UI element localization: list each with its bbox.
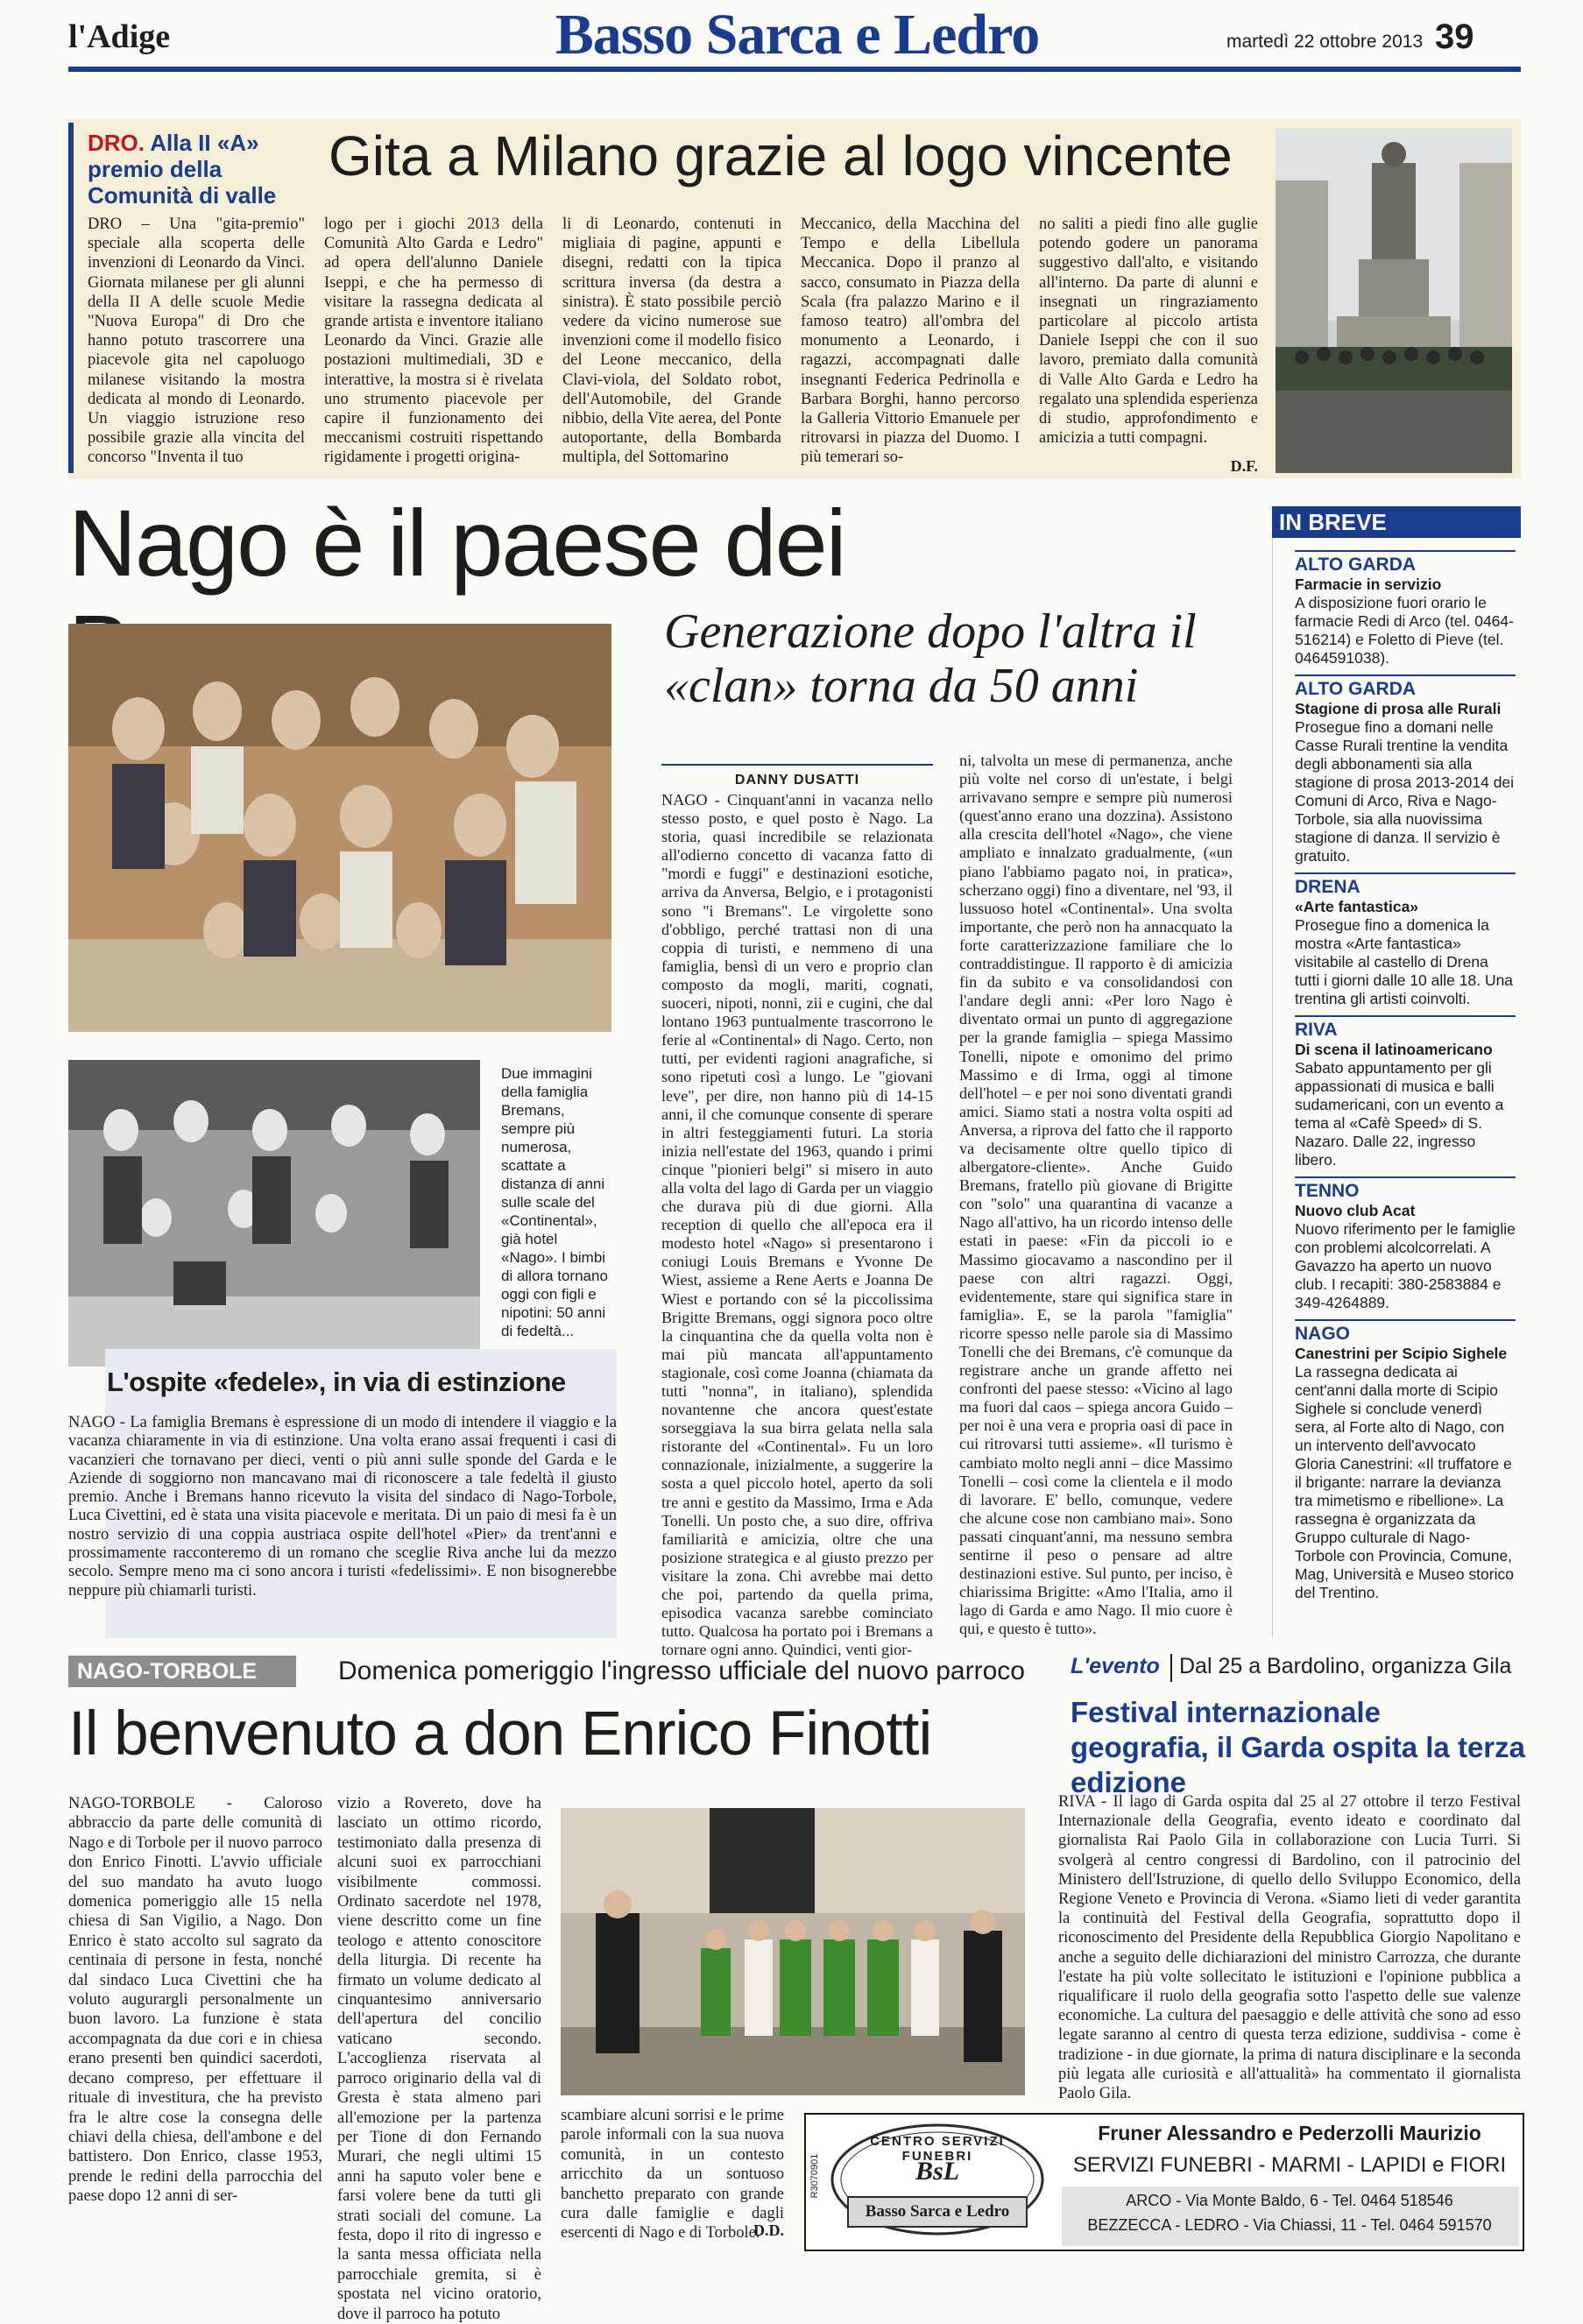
ad-code: R3070901 xyxy=(809,2153,820,2199)
ad-seal xyxy=(827,2120,1048,2239)
brief-text: Nuovo riferimento per le famiglie con problemi alcolcorrelati. A Gavazzo ha aperto un nuovo club. I recapiti: 380-2583884 e 349-4264889. xyxy=(1295,1220,1516,1311)
brief-title: Stagione di prosa alle Rurali xyxy=(1295,700,1502,717)
top-story-kicker xyxy=(88,130,307,208)
photo-caption: Due immagini della famiglia Bremans, sempre più numerosa, scattate a distanza di anni sulle scale del «Continental», già hotel «Nago». I bimbi di allora tornano oggi con figli e nipotini: 50 anni di fedeltà... xyxy=(501,1065,608,1339)
side-box-text: NAGO - La famiglia Bremans è espressione di un modo di intendere il viaggio e la vacanza chiaramente in via di estinzione. Una volta erano assai frequenti i casi di vacanzieri che tornavano per dieci, venti o più anni sulle sponde del Garda e le Aziende di soggiorno non mancavano mai di riconoscere a tale fedeltà il giusto premio. Anche i Bremans hanno ricevuto la visita del sindaco di Nago-Torbole, Luca Civettini, ed è stata una visita piacevole e meritata. Di un paio di mesi fa è un nostro servizio di una coppia austriaca ospite dell'hotel «Pier» da trent'anni e prossimamente racconteremo di un romano che sceglie Riva anche lui da mezzo secolo. Sempre meno ma ci sono ancora i turisti «fedelissimi». E non bisognerebbe neppure più chiamarli turisti. xyxy=(68,1414,617,1600)
ad-name: Fruner Alessandro e Pederzolli Maurizio xyxy=(1098,2122,1481,2144)
brief-text: Prosegue fino a domani nelle Casse Rurali trentine la vendita degli abbonamenti sia alla stagione di prosa 2013-2014 dei Comuni di Arco, Riva e Nago-Torbole, sia alla nuovissima stagione di danza. Il servizio è gratuito. xyxy=(1295,718,1515,865)
brief-item xyxy=(1295,1176,1516,1312)
brief-place: ALTO GARDA xyxy=(1295,550,1516,576)
brief-place: NAGO xyxy=(1295,1319,1516,1345)
top-story-signature: D.F. xyxy=(1230,457,1258,475)
family-bw-photo xyxy=(68,1060,480,1367)
top-story-accent xyxy=(68,123,74,473)
seal-bottom-text: Basso Sarca e Ledro xyxy=(865,2202,1010,2221)
top-col-2: logo per i giochi 2013 della Comunità Alto Garda e Ledro" ad opera dell'alunno Daniele Iseppi, e che ha permesso di visitare la rassegna dedicata al grande artista e inventore italiano Leonardo da Vinci. Grazie alle postazioni multimediali, 3D e interattive, la mostra si è rivelata uno strumento piacevole per capire il funzionamento dei meccanismi costruiti rispettando rigidamente i progetti origina- xyxy=(324,215,543,467)
kicker-place: DRO. xyxy=(88,130,145,156)
page-number: 39 xyxy=(1435,18,1474,56)
event-text: RIVA - Il lago di Garda ospita dal 25 al 27 ottobre il terzo Festival Internazionale della Geografia, evento ideato e coordinato dal giornalista Rai Paolo Gila in collaborazione con Lucia Turri. Si svolgerà al centro congressi di Bardolino, con il patrocinio del Ministero dell'Istruzione, di quello dello Sviluppo Economico, della Regione Veneto e Provincia di Verona. «Siamo lieti di veder garantita la continuità del Festival della Geografia, soprattutto dopo il riconoscimento del Presidente della Repubblica Giorgio Napolitano e anche a seguito delle dichiarazioni del ministro Carrozza, che durante l'estate ha più volte sollecitato le istituzioni e l'opinione pubblica a riqualificare il ruolo della geografia sotto l'aspetto delle sue valenze economiche. La cultura del paesaggio e delle attività che sono ad esso legate saranno al centro di questa terza edizione, suddivisa - come è tradizione - in due giornate, la prima di natura disciplinare e la seconda più legata alle curiosità e all'attualità» ha commentato il giornalista Paolo Gila. xyxy=(1058,1793,1521,2103)
brief-place: DRENA xyxy=(1295,872,1516,898)
brief-item xyxy=(1295,872,1516,1008)
top-col-3: li di Leonardo, contenuti in migliaia di pagine, appunti e disegni, redatti con la tipica scrittura inversa (da destra a sinistra). È stato possibile perciò vedere da vicino numerose sue invenzioni come il modello fisico del Leone meccanico, della Clavi-viola, del Soldato robot, dell'Automobile, del Grande nibbio, della Vite aerea, del Ponte autoportante, della Bombarda multipla, del Sottomarino xyxy=(562,215,781,467)
brief-title: Di scena il latinoamericano xyxy=(1295,1041,1493,1058)
brief-text: Sabato appuntamento per gli appassionati di musica e balli sudamericani, con un evento a tema al «Cafè Speed» di S. Nazaro. Dalle 22, ingresso libero. xyxy=(1295,1059,1504,1169)
brief-text: La rassegna dedicata ai cent'anni dalla morte di Scipio Sighele si conclude venerdì sera, al Forte alto di Nago, con un intervento dell'avvocato Gloria Canestrini: «Il truffatore e il brigante: narrare la devianza tra mimetismo e ribellione». La rassegna è organizzata da Gruppo culturale di Nago-Torbole con Provincia, Comune, Mag, Università e Museo storico del Trentino. xyxy=(1295,1363,1514,1601)
masthead: l'Adige xyxy=(68,18,171,55)
parish-col-2: vizio a Rovereto, dove ha lasciato un ottimo ricordo, testimoniato dalla presenza di alcuni suoi ex parrocchiani visibilmente commossi. Ordinato sacerdote nel 1978, viene descritto come un fine teologo e attento conoscitore della liturgia. Di recente ha firmato un volume dedicato al cinquantesimo anniversario dell'apertura del concilio vaticano secondo. L'accoglienza riservata al parroco originario della val di Gresta è stata almeno pari all'emozione per la partenza per Tione di don Fernando Murari, che negli ultimi 15 anni ha saputo voler bene e farsi volere bene da tutti gli strati sociali del comune. La festa, dopo il rito di ingresso e la santa messa officiata nella parrocchiale gremita, si è spostata nel vicino oratorio, dove il parroco ha potuto xyxy=(337,1795,541,2323)
main-col-1: NAGO - Cinquant'anni in vacanza nello stesso posto, e quel posto è Nago. La storia, quasi incredibile se relazionata all'odierno concetto di vacanza fatto di "mordi e fuggi" e destinazioni esotiche, arriva da Anversa, Belgio, e i protagonisti sono "i Bremans". Le virgolette sono d'obbligo, perché trattasi non di una coppia di turisti, e nemmeno di una famiglia, bensì di un vero e proprio clan composto da mogli, mariti, cognati, suoceri, nipoti, nonni, zii e cugini, che dal lontano 1963 puntualmente trascorrono le ferie al «Continental» di Nago. Certo, non tutti, per evidenti ragioni anagrafiche, si sono ripetuti così a lungo. Le "giovani leve", per dire, non hanno più di 14-15 anni, il che comunque consente di sperare in altri festeggiamenti futuri. La storia inizia nell'estate del 1963, quando i primi cinque "pionieri belgi" si misero in auto alla volta del lago di Garda per un viaggio che durava più di due giorni. Alla reception di quello che all'epoca era il modesto hotel «Nago» si presentarono i coniugi Louis Bremans e Yvonne De Wiest, assieme a Rene Aerts e Joanna De Wiest e portando con sé la piccolissima Brigitte Bremans, oggi signora poco oltre la cinquantina che da quella volta non è mai più mancata all'appuntamento stagionale, così come Joanna (chiamata da tutti "nonna", in italiano), splendida novantenne che ancora quest'estate sorseggiava la sua birra gelata nella sala ristorante del «Continental». Fu un loro connazionale, inizialmente, a suggerire la sosta a quel piccolo hotel, aperto da soli tre anni e gestito da Massimo, Irma e Ada Tonelli. Un posto che, a suo dire, offriva familiarità e amicizia, oltre che una posizione strategica e al giusto prezzo per visitare la zona. Chi avrebbe mai detto che poi, partendo da quella prima, episodica vacanza sarebbe cominciato tutto. Qualcosa ha portato poi i Bremans a tornare ogni anno. Quindici, venti gior- xyxy=(661,791,933,1659)
brief-title: Nuovo club Acat xyxy=(1295,1202,1416,1219)
header-rule xyxy=(68,67,1521,72)
brief-title: Canestrini per Scipio Sighele xyxy=(1295,1345,1508,1362)
event-kicker: Dal 25 a Bardolino, organizza Gila xyxy=(1179,1654,1512,1678)
main-headline: Nago è il paese dei xyxy=(68,490,845,596)
parish-headline: Il benvenuto a don Enrico Finotti xyxy=(68,1699,932,1769)
side-box-title: L'ospite «fedele», in via di estinzione xyxy=(107,1367,566,1397)
byline: DANNY DUSATTI xyxy=(661,764,933,788)
brief-item xyxy=(1295,1319,1516,1602)
event-headline: Festival internazionale geografia, il Garda ospita la terza edizione xyxy=(1071,1696,1525,1798)
parish-col-3: scambiare alcuni sorrisi e le prime parole informali con la sua nuova comunità, in un contesto arricchito da un sontuoso banchetto preparato con grande cura dalle famiglie e dagli esercenti di Nago e di Torbole. xyxy=(561,2107,784,2243)
parish-kicker: Domenica pomeriggio l'ingresso ufficiale del nuovo parroco xyxy=(338,1656,1025,1685)
brief-title: «Arte fantastica» xyxy=(1295,898,1419,915)
family-bw-image xyxy=(68,1060,480,1367)
brief-item xyxy=(1295,550,1516,668)
parish-ceremony-image xyxy=(561,1808,1025,2095)
brief-place: ALTO GARDA xyxy=(1295,675,1516,700)
brief-text: Prosegue fino a domenica la mostra «Arte fantastica» visitabile al castello di Drena tutti i giorni dalle 10 alle 18. Una trentina gli artisti coinvolti. xyxy=(1295,916,1514,1007)
brief-text: A disposizione fuori orario le farmacie Redi di Arco (tel. 0464-516214) e Foletto di Pieve (tel. 0464591038). xyxy=(1295,594,1514,667)
seal-mid-text: BsL xyxy=(915,2157,959,2186)
main-col-2: ni, talvolta un mese di permanenza, anche più volte nel corso di un'estate, i belgi arrivavano sempre e sempre più numerosi (quest'anno erano una dozzina). Assistono alla crescita dell'hotel «Nago», che viene ampliato e innalzato gradualmente, («un piano l'abbiamo pagato noi, in pratica», scherzano oggi) fino a diventare, nel '93, il lussuoso hotel «Continental». Una svolta importante, che però non ha annacquato la forte caratterizzazione familiare che lo contraddistingue. Il rapporto è di amicizia fin da subito e va consolidandosi con l'andare degli anni: «Per loro Nago è diventato ormai un punto di aggregazione per la grande famiglia – spiega Massimo Tonelli, nipote e omonimo del primo Massimo e di Irma, oggi al timone dell'hotel – e per noi sono diventati grandi amici. Siamo stati a nostra volta ospiti ad Anversa, a riprova del fatto che il rapporto va decisamente oltre quello tipico di albergatore-cliente». Anche Guido Bremans, fratello più giovane di Brigitte con "solo" una quarantina di vacanze a Nago all'attivo, ha un ricordo intenso delle estati in paese: «Fin da piccoli io e Massimo giocavamo a nascondino per il paese con altri ragazzi. Oggi, evidentemente, stare qui significa stare in famiglia». E, se la parola "famiglia" ricorre spesso nelle parole sia di Massimo Tonelli che dei Bremans, c'è comunque da registrare anche un grande affetto nei confronti del paese stesso: «Vicino al lago ma fuori dal caos – spiega ancora Guido – per noi è una vera e propria oasi di pace in cui ritrovarsi tutti assieme». «Il turismo è cambiato molto negli anni – dice Massimo Tonelli – così come la clientela e il modo di lavorare. E' bello, comunque, vedere che alcune cose non cambiano mai». Sono passati cinquant'anni, ma nessuno sembra sentirne il peso o pensare ad altre destinazioni estive. Sul punto, per inciso, è chiarissima Brigitte: «Amo l'Italia, amo il lago di Garda e amo Nago. Il mio cuore è qui, e questo è tutto». xyxy=(959,752,1233,1638)
parish-ceremony-photo xyxy=(561,1808,1025,2095)
top-col-1: DRO – Una "gita-premio" speciale alla scoperta delle invenzioni di Leonardo da Vinci. Giornata milanese per gli alunni della II A delle scuole Medie "Nuova Europa" di Dro che hanno potuto trascorrere una piacevole gita nel capoluogo milanese visitando la mostra dedicata al mondo di Leonardo. Un viaggio istruzione reso possibile grazie alla vincita del concorso "Inventa il tuo xyxy=(88,215,305,467)
section-title: Basso Sarca e Ledro xyxy=(555,3,1040,67)
brief-item xyxy=(1295,675,1516,865)
seal-top-text: CENTRO SERVIZI FUNEBRI xyxy=(870,2134,1005,2164)
parish-col-1: NAGO-TORBOLE - Caloroso abbraccio da parte delle comunità di Nago e di Torbole per il nuovo parroco don Enrico Finotti. L'avvio ufficiale del suo mandato ha avuto luogo domenica pomeriggio alle 15 nella chiesa di San Vigilio, a Nago. Don Enrico è stato accolto sul sagrato da centinaia di persone in festa, nonché dal sindaco Luca Civettini che ha voluto augurargli personalmente un buon lavoro. La funzione è stata accompagnata da due cori e in chiesa erano presenti ben quindici sacerdoti, decano compreso, per effettuare il rituale di investitura, che ha previsto fra le altre cose la consegna delle chiavi della chiesa, dell'ambone e del battistero. Don Enrico, classe 1953, prende le redini della parrocchia del paese dopo 12 anni di ser- xyxy=(68,1795,322,2206)
main-subhead: Generazione dopo l'altra il «clan» torna da 50 anni xyxy=(664,604,1197,713)
kicker-text: Alla II «A» premio della Comunità di valle xyxy=(88,130,277,208)
brief-place: RIVA xyxy=(1295,1015,1516,1041)
event-divider xyxy=(1170,1654,1172,1682)
page-date: martedì 22 ottobre 2013 xyxy=(1226,32,1424,52)
ad-line-2: BEZZECCA - LEDRO - Via Chiassi, 11 - Tel. 0464 591570 xyxy=(1087,2216,1492,2234)
brief-place: TENNO xyxy=(1295,1176,1516,1202)
top-col-4: Meccanico, della Macchina del Tempo e della Libellula Meccanica. Dopo il pranzo al sacco, consumato in Piazza della Scala (fra palazzo Marino e il famoso teatro) all'ombra del monumento a Leonardo, i ragazzi, accompagnati dalle insegnanti Federica Pedrinolla e Barbara Borghi, hanno percorso la Galleria Vittorio Emanuele per ritrovarsi in piazza del Duomo. I più temerari so- xyxy=(801,215,1020,467)
ad-line-1: ARCO - Via Monte Baldo, 6 - Tel. 0464 518546 xyxy=(1126,2192,1453,2209)
parish-signature: D.D. xyxy=(753,2222,784,2239)
brief-title: Farmacie in servizio xyxy=(1295,576,1442,593)
parish-tag: NAGO-TORBOLE xyxy=(68,1656,296,1687)
ad-services: SERVIZI FUNEBRI - MARMI - LAPIDI e FIORI xyxy=(1072,2153,1507,2177)
in-breve-title: IN BREVE xyxy=(1272,506,1521,538)
brief-item xyxy=(1295,1015,1516,1169)
leonardo-monument-photo xyxy=(1276,128,1512,473)
event-tag: L'evento xyxy=(1071,1654,1160,1678)
top-col-5: no saliti a piedi fino alle guglie potendo godere un panorama suggestivo dall'alto, e visitando all'interno. Da parte di alunni e insegnati un ringraziamento particolare al piccolo artista Daniele Iseppi che con il suo lavoro, premiato dalla comunità di Valle Alto Garda e Ledro ha regalato una splendida esperienza di studio, approfondimento e amicizia a tutti compagni. xyxy=(1039,215,1258,448)
in-breve-list xyxy=(1295,543,1516,1602)
leonardo-monument-image xyxy=(1276,128,1512,473)
family-color-image xyxy=(68,624,611,1032)
top-story-headline: Gita a Milano grazie al logo vincente xyxy=(329,124,1233,187)
family-color-photo xyxy=(68,624,611,1032)
